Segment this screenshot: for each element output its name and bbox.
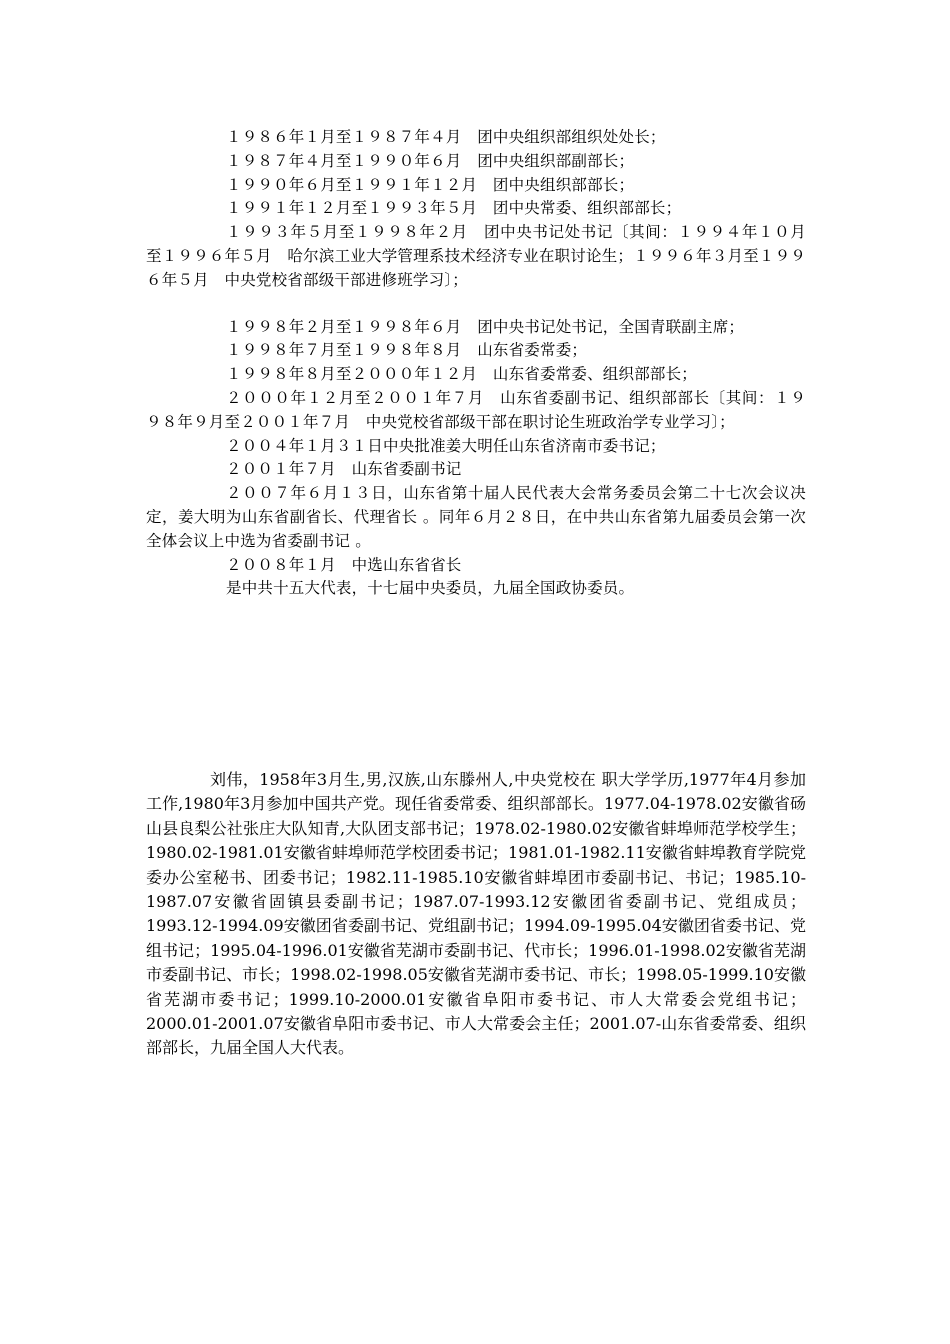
timeline-entry: ２００１年７月 山东省委副书记 xyxy=(226,460,462,479)
timeline-entry: １９８７年４月至１９９０年６月 团中央组织部副部长； xyxy=(226,151,635,170)
timeline-entry: １９９１年１２月至１９９３年５月 团中央常委、组织部部长； xyxy=(226,199,682,218)
timeline-entry: １９９８年２月至１９９８年６月 团中央书记处书记，全国青联副主席； xyxy=(226,317,745,336)
biography-section xyxy=(146,768,806,1061)
timeline-entry: 是中共十五大代表，十七届中央委员，九届全国政协委员。 xyxy=(226,579,635,598)
timeline-entry: １９９３年５月至１９９８年２月 团中央书记处书记〔其间：１９９４年１０月至１９９６年５月 哈尔滨工业大学管理系技术经济专业在职讨论生；１９９６年３月至１９９６年５月 中央党校省部级干部进修班学习〕； xyxy=(146,223,806,289)
timeline-entry: １９９０年６月至１９９１年１２月 团中央组织部部长； xyxy=(226,175,635,194)
timeline-entry: ２００８年１月 中选山东省省长 xyxy=(226,555,462,574)
timeline-entry: １９９８年７月至１９９８年８月 山东省委常委； xyxy=(226,341,588,360)
timeline-entry: ２０００年１２月至２００１年７月 山东省委副书记、组织部部长〔其间：１９９８年９月至２００１年７月 中央党校省部级干部在职讨论生班政治学专业学习〕； xyxy=(146,388,806,431)
timeline-entry: １９９８年８月至２０００年１２月 山东省委常委、组织部部长； xyxy=(226,365,698,384)
timeline-entry: ２００４年１月３１日中央批准姜大明任山东省济南市委书记； xyxy=(226,436,666,455)
career-timeline-section xyxy=(146,126,806,601)
timeline-entry: ２００７年６月１３日，山东省第十届人民代表大会常务委员会第二十七次会议决定，姜大明为山东省副省长、代理省长 。同年６月２８日，在中共山东省第九届委员会第一次全体会议上中选为省委副书记 。 xyxy=(146,484,806,550)
timeline-entry: １９８６年１月至１９８７年４月 团中央组织部组织处处长； xyxy=(226,128,666,146)
biography-paragraph: 刘伟，1958年3月生,男,汉族,山东滕州人,中央党校在 职大学学历,1977年4月参加工作,1980年3月参加中国共产党。现任省委常委、组织部部长。1977.04-1978.02安徽省砀山县良梨公社张庄大队知青,大队团支部书记；1978.02-1980.02安徽省蚌埠师范学校学生；1980.02-1981.01安徽省蚌埠师范学校团委书记；1981.01-1982.11安徽省蚌埠教育学院党委办公室秘书、团委书记；1982.11-1985.10安徽省蚌埠团市委副书记、书记；1985.10-1987.07安徽省固镇县委副书记；1987.07-1993.12安徽团省委副书记、党组成员；1993.12-1994.09安徽团省委副书记、党组副书记；1994.09-1995.04安徽团省委书记、党组书记；1995.04-1996.01安徽省芜湖市委副书记、代市长；1996.01-1998.02安徽省芜湖市委副书记、市长；1998.02-1998.05安徽省芜湖市委书记、市长；1998.05-1999.10安徽省芜湖市委书记；1999.10-2000.01安徽省阜阳市委书记、市人大常委会党组书记；2000.01-2001.07安徽省阜阳市委书记、市人大常委会主任；2001.07-山东省委常委、组织部部长，九届全国人大代表。 xyxy=(146,770,806,1058)
